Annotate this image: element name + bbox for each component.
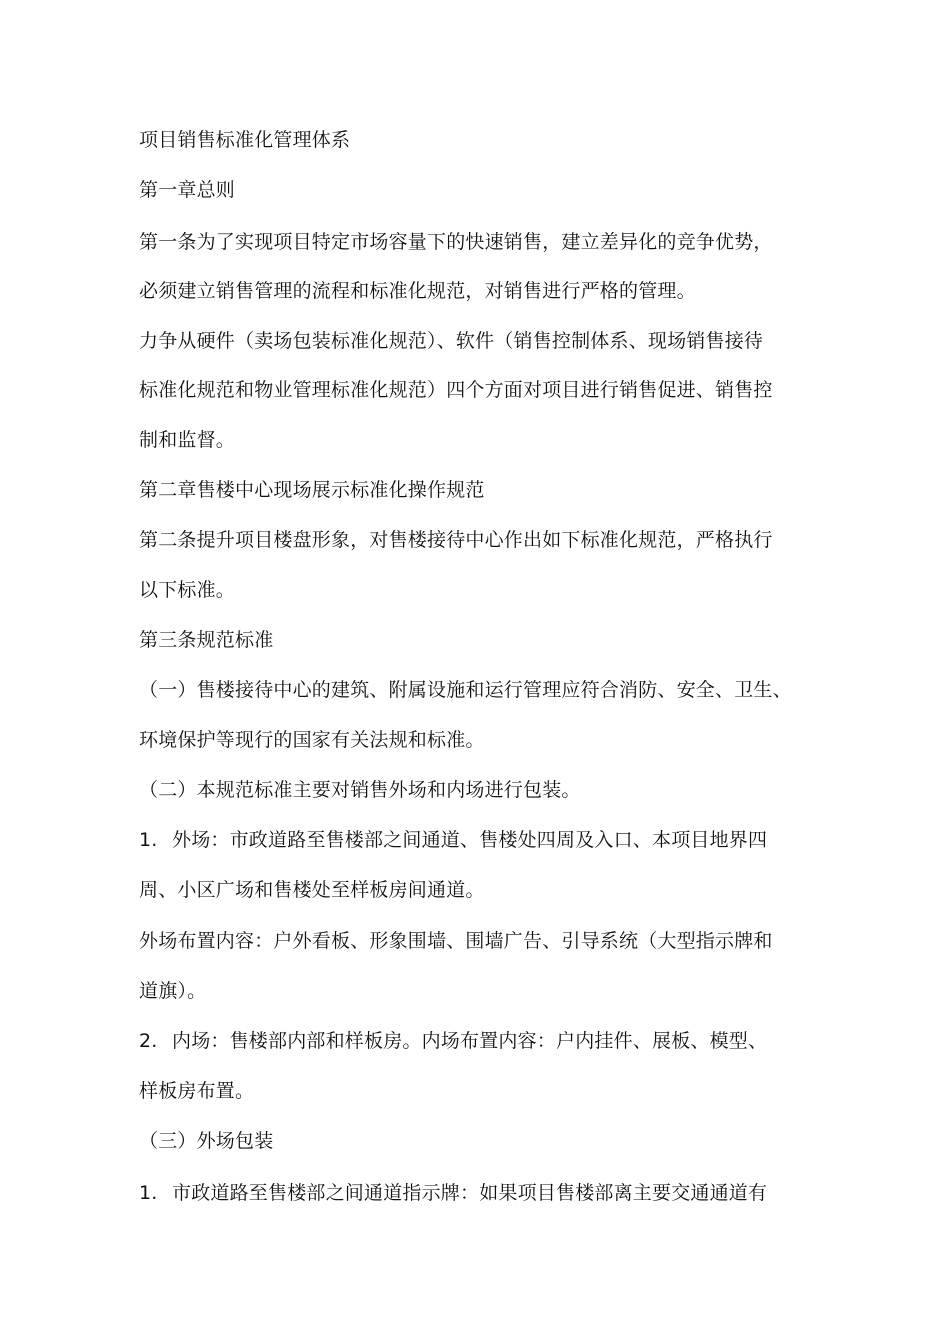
paragraph-line: 第一条为了实现项目特定市场容量下的快速销售，建立差异化的竞争优势， xyxy=(139,231,773,253)
document-title: 项目销售标准化管理体系 xyxy=(139,129,351,151)
paragraph-line: 样板房布置。 xyxy=(139,1080,255,1102)
paragraph-line: 环境保护等现行的国家有关法规和标准。 xyxy=(139,729,485,751)
paragraph-line: 力争从硬件（卖场包装标准化规范）、软件（销售控制体系、现场销售接待 xyxy=(139,330,764,352)
list-item xyxy=(139,827,767,853)
paragraph-line: （一）售楼接待中心的建筑、附属设施和运行管理应符合消防、安全、卫生、 xyxy=(139,679,792,701)
paragraph-line: （二）本规范标准主要对销售外场和内场进行包装。 xyxy=(139,779,581,801)
paragraph-line: 以下标准。 xyxy=(139,579,236,601)
paragraph-line: 道旗）。 xyxy=(139,980,207,1002)
article-heading: 第三条规范标准 xyxy=(139,629,274,651)
paragraph-line: 第二条提升项目楼盘形象，对售楼接待中心作出如下标准化规范，严格执行 xyxy=(139,529,773,551)
paragraph-line: 标准化规范和物业管理标准化规范）四个方面对项目进行销售促进、销售控 xyxy=(139,379,773,401)
list-item xyxy=(139,1028,767,1054)
chapter-heading: 第二章售楼中心现场展示标准化操作规范 xyxy=(139,479,485,501)
paragraph-line: 周、小区广场和售楼处至样板房间通道。 xyxy=(139,879,485,901)
list-item-text: 市政道路至售楼部之间通道指示牌：如果项目售楼部离主要交通通道有 xyxy=(172,1182,768,1204)
list-item xyxy=(139,1180,767,1206)
paragraph-line: 制和监督。 xyxy=(139,429,236,451)
list-item-text: 内场：售楼部内部和样板房。内场布置内容：户内挂件、展板、模型、 xyxy=(172,1030,768,1052)
list-number: 2. xyxy=(139,1030,158,1052)
list-number: 1. xyxy=(139,1182,158,1204)
section-heading: （三）外场包装 xyxy=(139,1130,274,1152)
chapter-heading: 第一章总则 xyxy=(139,179,236,201)
paragraph-line: 必须建立销售管理的流程和标准化规范，对销售进行严格的管理。 xyxy=(139,280,696,302)
list-item-text: 外场：市政道路至售楼部之间通道、售楼处四周及入口、本项目地界四 xyxy=(172,829,768,851)
paragraph-line: 外场布置内容：户外看板、形象围墙、围墙广告、引导系统（大型指示牌和 xyxy=(139,930,773,952)
list-number: 1. xyxy=(139,829,158,851)
